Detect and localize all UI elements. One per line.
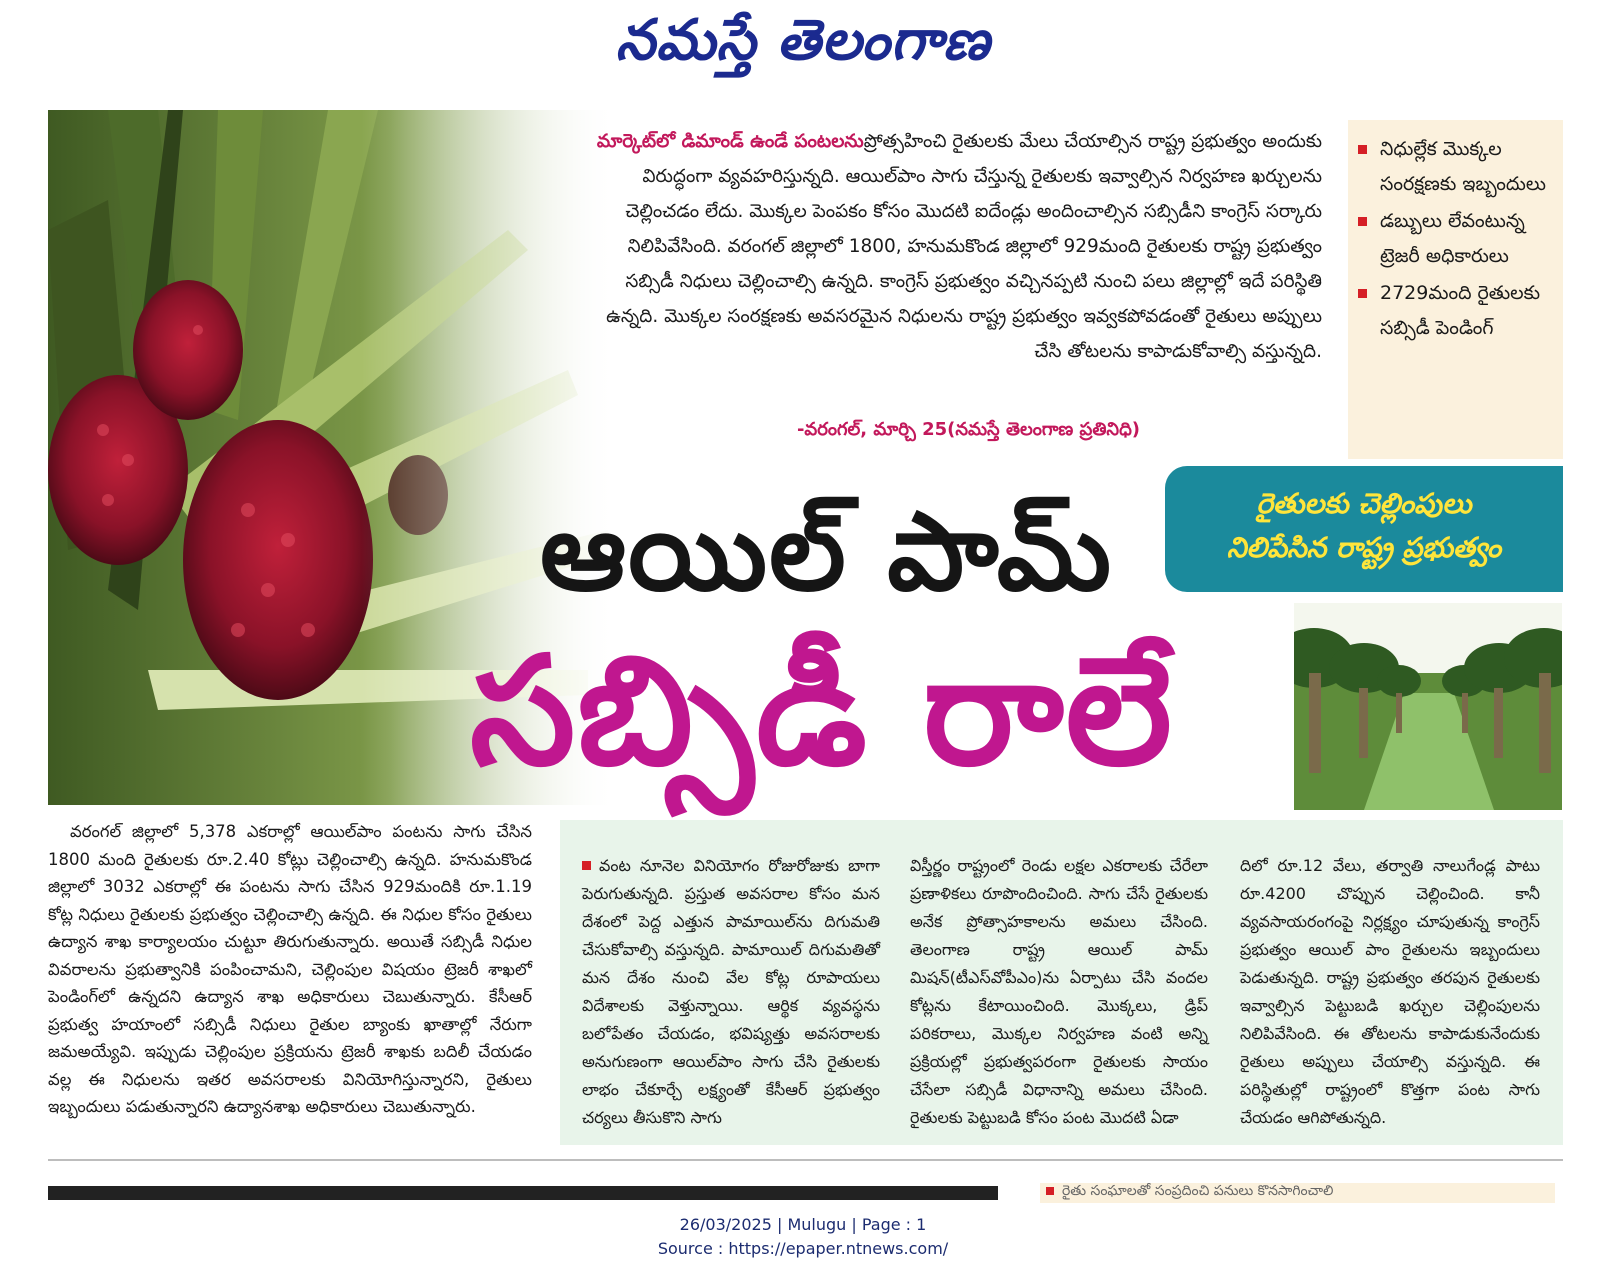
highlight-item: నిధుల్లేక మొక్కల సంరక్షణకు ఇబ్బందులు xyxy=(1358,132,1555,202)
highlights-sidebar xyxy=(1348,120,1563,459)
bullet-icon xyxy=(1358,289,1367,298)
body-column-left xyxy=(48,818,532,1121)
intro-highlight: మార్కెట్‌లో డిమాండ్ ఉండే పంటలను xyxy=(596,131,864,152)
dateline: -వరంగల్, మార్చి 25(నమస్తే తెలంగాణ ప్రతినిధి) xyxy=(796,419,1140,440)
box-column-2 xyxy=(910,852,1208,1132)
divider xyxy=(48,1159,1563,1161)
masthead-title: నమస్తే తెలంగాణ xyxy=(615,8,991,73)
box-column-1 xyxy=(582,852,880,1132)
bullet-icon xyxy=(1358,145,1367,154)
subheadline-line-2: నిలిపేసిన రాష్ట్ర ప్రభుత్వం xyxy=(1226,531,1502,564)
highlight-item: 2729మంది రైతులకు సబ్సిడీ పెండింగ్ xyxy=(1358,276,1555,346)
highlight-item: డబ్బులు లేవంటున్న ట్రెజరీ అధికారులు xyxy=(1358,204,1555,274)
bullet-icon xyxy=(1358,217,1367,226)
headline-line-1: ఆయిల్ పామ్ xyxy=(540,490,1113,615)
box-column-3 xyxy=(1240,852,1540,1132)
footer-date-edition: 26/03/2025 | Mulugu | Page : 1 xyxy=(679,1215,927,1234)
palm-grove-photo xyxy=(1294,603,1562,810)
box-col3-text: దిలో రూ.12 వేలు, తర్వాతి నాలుగేండ్ల పాటు రూ.4200 చొప్పున చెల్లించింది. కానీ వ్యవసాయరంగంపై నిర్లక్ష్యం చూపుతున్న కాంగ్రెస్ ప్రభుత్వం ఆయిల్ పాం రైతులను ఇబ్బందులు పెడుతున్నది. రాష్ట్ర ప్రభుత్వం తరపున రైతులకు ఇవ్వాల్సిన పెట్టుబడి ఖర్చుల చెల్లింపులను నిలిపివేసింది. ఈ తోటలను కాపాడుకునేందుకు రైతులు అప్పులు చేయాల్సి వస్తున్నది. ఈ పరిస్థితుల్లో రాష్ట్రంలో కొత్తగా పంట సాగు చేయడం ఆగిపోతున్నది. xyxy=(1240,856,1540,1127)
background-box xyxy=(560,820,1563,1145)
bullet-icon xyxy=(582,861,591,870)
box-col1-text: వంట నూనెల వినియోగం రోజురోజుకు బాగా పెరుగుతున్నది. ప్రస్తుత అవసరాల కోసం మన దేశంలో పెద్ద ఎత్తున పామాయిల్‌ను దిగుమతి చేసుకోవాల్సి వస్తున్నది. పామాయిల్ దిగుమతితో మన దేశం నుంచి వేల కోట్ల రూపాయలు విదేశాలకు వెళ్తున్నాయి. ఆర్థిక వ్యవస్థను బలోపేతం చేయడం, భవిష్యత్తు అవసరాలకు అనుగుణంగా ఆయిల్‌పాం సాగు చేసి రైతులకు లాభం చేకూర్చే లక్ష్యంతో కేసీఆర్ ప్రభుత్వం చర్యలు తీసుకొని సాగు xyxy=(582,856,880,1127)
masthead xyxy=(0,0,1606,90)
subheadline-banner xyxy=(1165,466,1563,592)
bullet-icon xyxy=(1046,1187,1054,1195)
subheadline-line-1: రైతులకు చెల్లింపులు xyxy=(1256,487,1472,520)
footer-source-link[interactable]: Source : https://epaper.ntnews.com/ xyxy=(657,1239,949,1258)
body-left-paragraph: వరంగల్ జిల్లాలో 5,378 ఎకరాల్లో ఆయిల్‌పాం పంటను సాగు చేసిన 1800 మంది రైతులకు రూ.2.40 కోట్లు చెల్లించాల్సి ఉన్నది. హనుమకొండ జిల్లాలో 3032 ఎకరాల్లో ఈ పంటను సాగు చేసిన 929మందికి రూ.1.19 కోట్ల నిధులు రైతులకు ప్రభుత్వం చెల్లించాల్సి ఉన్నది. ఈ నిధుల కోసం రైతులు ఉద్యాన శాఖ కార్యాలయం చుట్టూ తిరుగుతున్నారు. అయితే సబ్సిడీ నిధుల వివరాలను ప్రభుత్వానికి పంపించామని, చెల్లింపుల విషయం ట్రెజరీ శాఖలో పెండింగ్‌లో ఉన్నదని ఉద్యాన శాఖ అధికారులు చెబుతున్నారు. కేసీఆర్ ప్రభుత్వ హయాంలో సబ్సిడీ నిధులు రైతుల బ్యాంకు ఖాతాల్లో నేరుగా జమఅయ్యేవి. ఇప్పుడు చెల్లింపుల ప్రక్రియను ట్రెజరీ శాఖకు బదిలీ చేయడం వల్ల ఈ నిధులను ఇతర అవసరాలకు వినియోగిస్తున్నారని, రైతులు ఇబ్బందులు పడుతున్నారని ఉద్యానశాఖ అధికారులు చెబుతున్నారు. xyxy=(48,822,532,1116)
next-story-cut: రైతు సంఘాలతో సంప్రదించి పనులు కొనసాగించాలి xyxy=(1040,1183,1555,1203)
headline-line-2: సబ్సిడీ రాలే xyxy=(470,625,1174,799)
footer xyxy=(0,1213,1606,1261)
box-col2-text: విస్తీర్ణం రాష్ట్రంలో రెండు లక్షల ఎకరాలకు చేరేలా ప్రణాళికలు రూపొందించింది. సాగు చేసే రైతులకు అనేక ప్రోత్సాహకాలను అమలు చేసింది. తెలంగాణ రాష్ట్ర ఆయిల్ పామ్ మిషన్(టీఎస్‌వోపీఎం)ను ఏర్పాటు చేసి వందల కోట్లను కేటాయించింది. మొక్కలు, డ్రిప్ పరికరాలు, మొక్కల నిర్వహణ వంటి అన్ని ప్రక్రియల్లో ప్రభుత్వపరంగా రైతులకు సాయం చేసేలా సబ్సిడీ విధానాన్ని అమలు చేసింది. రైతులకు పెట్టుబడి కోసం పంట మొదటి ఏడా xyxy=(910,856,1208,1127)
intro-text: ప్రోత్సహించి రైతులకు మేలు చేయాల్సిన రాష్ట్ర ప్రభుత్వం అందుకు విరుద్ధంగా వ్యవహరిస్తున్నది. ఆయిల్‌పాం సాగు చేస్తున్న రైతులకు ఇవ్వాల్సిన నిర్వహణ ఖర్చులను చెల్లించడం లేదు. మొక్కల పెంపకం కోసం మొదటి ఐదేండ్లు అందించాల్సిన సబ్సిడీని కాంగ్రెస్ సర్కారు నిలిపివేసింది. వరంగల్ జిల్లాలో 1800, హనుమకొండ జిల్లాలో 929మంది రైతులకు రాష్ట్ర ప్రభుత్వం సబ్సిడీ నిధులు చెల్లించాల్సి ఉన్నది. కాంగ్రెస్ ప్రభుత్వం వచ్చినప్పటి నుంచి పలు జిల్లాల్లో ఇదే పరిస్థితి ఉన్నది. మొక్కల సంరక్షణకు అవసరమైన నిధులను రాష్ట్ర ప్రభుత్వం ఇవ్వకపోవడంతో రైతులు అప్పులు చేసి తోటలను కాపాడుకోవాల్సి వస్తున్నది. xyxy=(606,131,1322,362)
intro-paragraph xyxy=(590,124,1322,369)
next-headline-cut xyxy=(48,1186,998,1200)
